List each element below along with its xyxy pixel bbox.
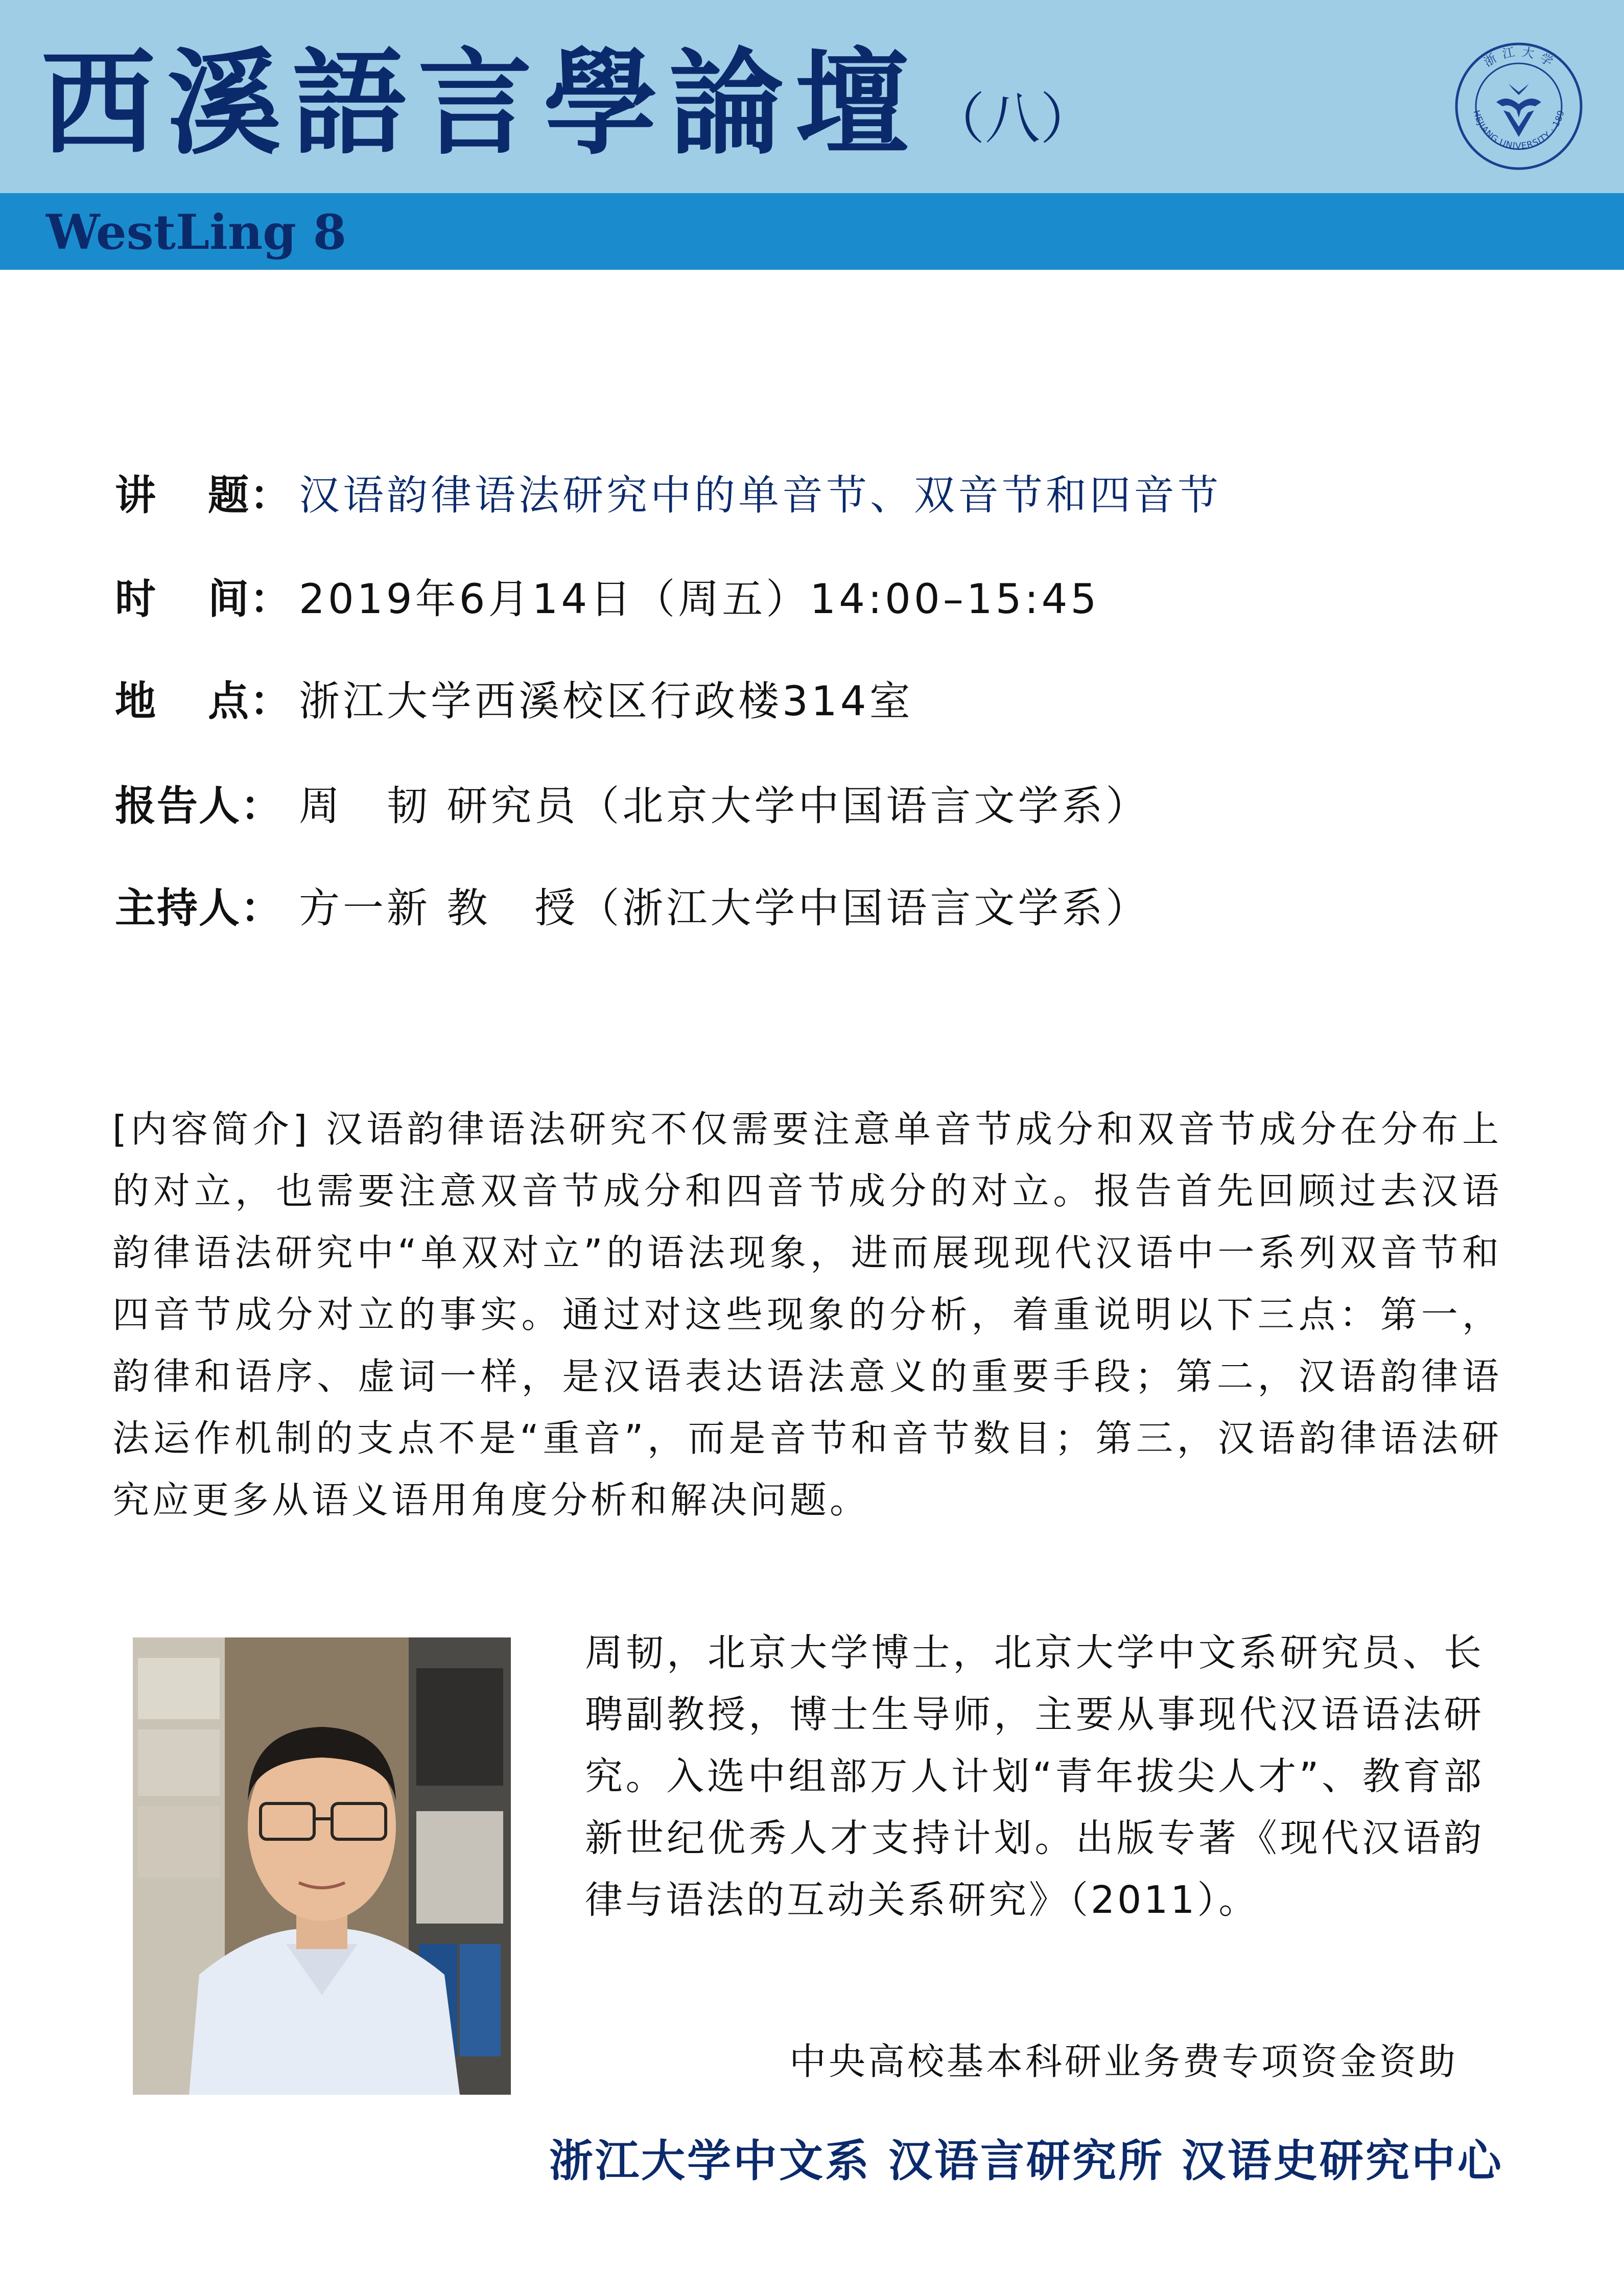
host-value: 方一新 教 授（浙江大学中国语言文学系） [299,884,1150,932]
topic-label: 讲 题： [115,472,292,519]
speaker-portrait [133,1637,511,2095]
forum-title: 西溪語言學論壇 [41,36,921,170]
info-row-time [115,571,1099,627]
info-row-speaker [115,778,1149,834]
speaker-label: 报告人： [115,782,283,830]
funding-note: 中央高校基本科研业务费专项资金资助 [789,2040,1458,2083]
issue-number: （八） [930,87,1096,151]
speaker-value: 周 韧 研究员（北京大学中国语言文学系） [299,782,1150,830]
organizers: 浙江大学中文系 汉语言研究所 汉语史研究中心 [549,2135,1503,2187]
series-name: WestLing 8 [46,204,347,261]
info-row-place [115,673,913,730]
topic-value: 汉语韵律语法研究中的单音节、双音节和四音节 [299,472,1221,519]
zhejiang-university-logo-icon [1453,41,1584,172]
svg-text:ZHEJIANG UNIVERSITY · 1897: HEJIANG UNIVERSITY · 189 [1471,109,1567,152]
info-row-host [115,880,1149,936]
time-value: 2019年6月14日（周五）14:00–15:45 [299,575,1100,623]
time-label: 时 间： [115,575,292,623]
abstract-text: [内容简介] 汉语韵律语法研究不仅需要注意单音节成分和双音节成分在分布上的对立，也需要注意双音节成分和四音节成分的对立。报告首先回顾过去汉语韵律语法研究中“单双对立”的语法现象，进而展现现代汉语中一系列双音节和四音节成分对立的事实。通过对这些现象的分析，着重说明以下三点：第一，韵律和语序、虚词一样，是汉语表达语法意义的重要手段；第二，汉语韵律语法运作机制的支点不是“重音”，而是音节和音节数目；第三，汉语韵律语法研究应更多从语义语用角度分析和解决问题。 [112,1108,1502,1521]
svg-text:浙 江 大 学: 浙 江 大 学 [1481,44,1557,70]
info-row-topic [115,467,1221,524]
speaker-bio: 周韧，北京大学博士，北京大学中文系研究员、长聘副教授，博士生导师，主要从事现代汉语语法研究。入选中组部万人计划“青年拔尖人才”、教育部新世纪优秀人才支持计划。出版专著《现代汉语韵律与语法的互动关系研究》（2011）。 [585,1631,1484,1922]
host-label: 主持人： [115,884,283,932]
place-value: 浙江大学西溪校区行政楼314室 [299,677,913,725]
place-label: 地 点： [115,677,292,725]
